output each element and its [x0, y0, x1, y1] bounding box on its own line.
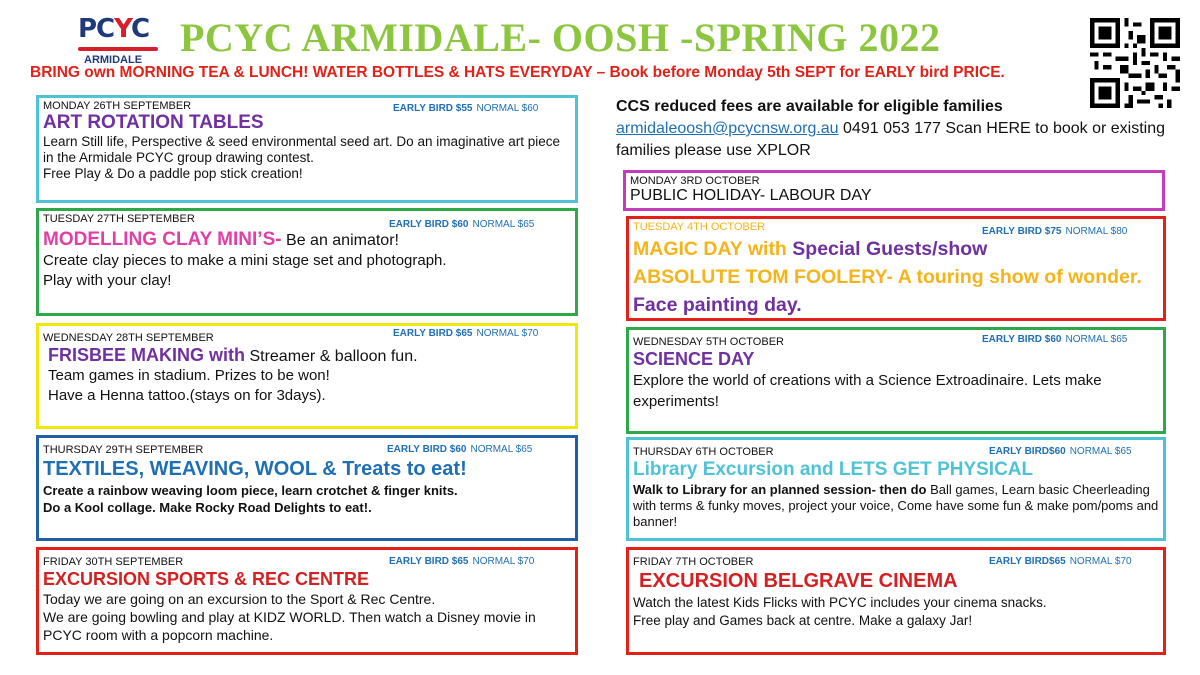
activity-title: TEXTILES, WEAVING, WOOL & Treats to eat! [43, 458, 467, 480]
ccs-note: CCS reduced fees are available for eligible families [616, 98, 1003, 115]
day-label: WEDNESDAY 28TH SEPTEMBER [43, 332, 214, 344]
activity-description: Learn Still life, Perspective & seed environmental seed art. Do an imaginative art piece in the Armidale PCYC group drawing contest. Free Play & Do a paddle pop stick creation! [43, 134, 561, 181]
early-bird-price: EARLY BIRD $60 [982, 334, 1062, 345]
activity-description: Team games in stadium. Prizes to be won! Have a Henna tattoo.(stays on for 3days). [48, 367, 330, 404]
normal-price: NORMAL $60 [476, 103, 539, 114]
special-guests-text: Special Guests/show [792, 238, 988, 260]
price-label [389, 219, 534, 230]
activity-description: Create a rainbow weaving loom piece, learn crotchet & finger knits. Do a Kool collage. Make Rocky Road Delights to eat!. [43, 483, 458, 515]
day-card-friday-7 [626, 547, 1166, 655]
early-bird-price: EARLY BIRD $60 [387, 444, 467, 455]
day-label: FRIDAY 7TH OCTOBER [633, 556, 754, 568]
day-label: THURSDAY 29TH SEPTEMBER [43, 444, 204, 456]
day-label: MONDAY 26TH SEPTEMBER [43, 100, 192, 112]
day-card-wednesday-28 [36, 323, 578, 429]
activity-title: FRISBEE MAKING with [48, 345, 245, 365]
day-label: WEDNESDAY 5TH OCTOBER [633, 336, 784, 348]
day-card-monday-26 [36, 95, 578, 203]
activity-subtitle: Be an animator! [281, 232, 399, 249]
normal-price: NORMAL $70 [472, 556, 535, 567]
activity-description: Create clay pieces to make a mini stage set and photograph. Play with your clay! [43, 252, 447, 289]
price-label [389, 556, 534, 567]
activity-title: EXCURSION BELGRAVE CINEMA [639, 570, 958, 592]
activity-description: Watch the latest Kids Flicks with PCYC includes your cinema snacks. Free play and Games back at centre. Make a galaxy Jar! [633, 595, 1047, 628]
day-card-wednesday-5 [626, 327, 1166, 434]
page-title: PCYC ARMIDALE- OOSH -SPRING 2022 [180, 15, 941, 60]
price-label [393, 103, 538, 114]
day-label: THURSDAY 6TH OCTOBER [633, 446, 774, 458]
day-card-thursday-29 [36, 435, 578, 541]
price-label [989, 556, 1132, 567]
activity-description: Today we are going on an excursion to the Sport & Rec Centre. We are going bowling and play at KIDZ WORLD. Then watch a Disney movie in PCYC room with a popcorn machine. [43, 591, 536, 643]
email-link[interactable]: armidaleoosh@pcycnsw.org.au [616, 120, 839, 137]
normal-price: NORMAL $70 [1069, 556, 1132, 567]
early-bird-price: EARLY BIRD $60 [389, 219, 469, 230]
logo-subtitle: ARMIDALE [84, 54, 143, 66]
contact-text: 0491 053 177 Scan HERE to book or existing families please use XPLOR [616, 120, 1166, 159]
magic-day-title: MAGIC DAY with [633, 238, 793, 260]
face-painting-text: Face painting day. [633, 294, 802, 316]
normal-price: NORMAL $70 [476, 328, 539, 339]
day-label: FRIDAY 30TH SEPTEMBER [43, 556, 184, 568]
normal-price: NORMAL $65 [470, 444, 533, 455]
activity-subtitle: Streamer & balloon fun. [245, 348, 418, 365]
day-label: MONDAY 3RD OCTOBER [630, 175, 760, 187]
day-card-thursday-6 [626, 437, 1166, 541]
price-label [989, 446, 1132, 457]
day-card-tuesday-4 [626, 216, 1166, 321]
early-bird-price: EARLY BIRD $65 [389, 556, 469, 567]
day-card-tuesday-27 [36, 208, 578, 316]
qr-code-icon[interactable] [1090, 18, 1180, 108]
logo-text: PCYC [78, 14, 150, 44]
activity-title: SCIENCE DAY [633, 349, 755, 369]
activity-description: Explore the world of creations with a Science Extroadinaire. Lets make experiments! [633, 372, 1102, 410]
pcyc-logo [72, 12, 162, 68]
price-label [387, 444, 532, 455]
price-label [982, 226, 1127, 237]
activity-description: Ball games, Learn basic Cheerleading with terms & funky moves, project your voice, Come have some fun & make pom/poms and banner! [633, 482, 1159, 529]
activity-title: EXCURSION SPORTS & REC CENTRE [43, 569, 370, 589]
info-panel [616, 96, 1176, 162]
day-label: TUESDAY 4TH OCTOBER [633, 221, 766, 233]
normal-price: NORMAL $65 [1069, 446, 1132, 457]
early-bird-price: EARLY BIRD $65 [393, 328, 473, 339]
early-bird-price: EARLY BIRD$65 [989, 556, 1066, 567]
logo-swoosh [78, 47, 158, 51]
show-title: ABSOLUTE TOM FOOLERY- A touring show of wonder. [633, 266, 1142, 288]
normal-price: NORMAL $65 [472, 219, 535, 230]
day-card-friday-30 [36, 547, 578, 655]
early-bird-price: EARLY BIRD$60 [989, 446, 1066, 457]
activity-title: MODELLING CLAY MINI’S- [43, 229, 282, 250]
activity-description-bold: Walk to Library for an planned session- then do [633, 482, 927, 497]
holiday-title: PUBLIC HOLIDAY- LABOUR DAY [630, 187, 872, 204]
normal-price: NORMAL $80 [1065, 226, 1128, 237]
day-card-monday-3 [623, 170, 1165, 211]
price-label [982, 334, 1127, 345]
activity-title: ART ROTATION TABLES [43, 112, 264, 133]
early-bird-price: EARLY BIRD $75 [982, 226, 1062, 237]
normal-price: NORMAL $65 [1065, 334, 1128, 345]
early-bird-price: EARLY BIRD $55 [393, 103, 473, 114]
activity-title: Library Excursion and LETS GET PHYSICAL [633, 459, 1034, 480]
price-label [393, 328, 538, 339]
day-label: TUESDAY 27TH SEPTEMBER [43, 213, 195, 225]
booking-notice: BRING own MORNING TEA & LUNCH! WATER BOTTLES & HATS EVERYDAY – Book before Monday 5th SEPT for EARLY bird PRICE. [30, 64, 1005, 81]
